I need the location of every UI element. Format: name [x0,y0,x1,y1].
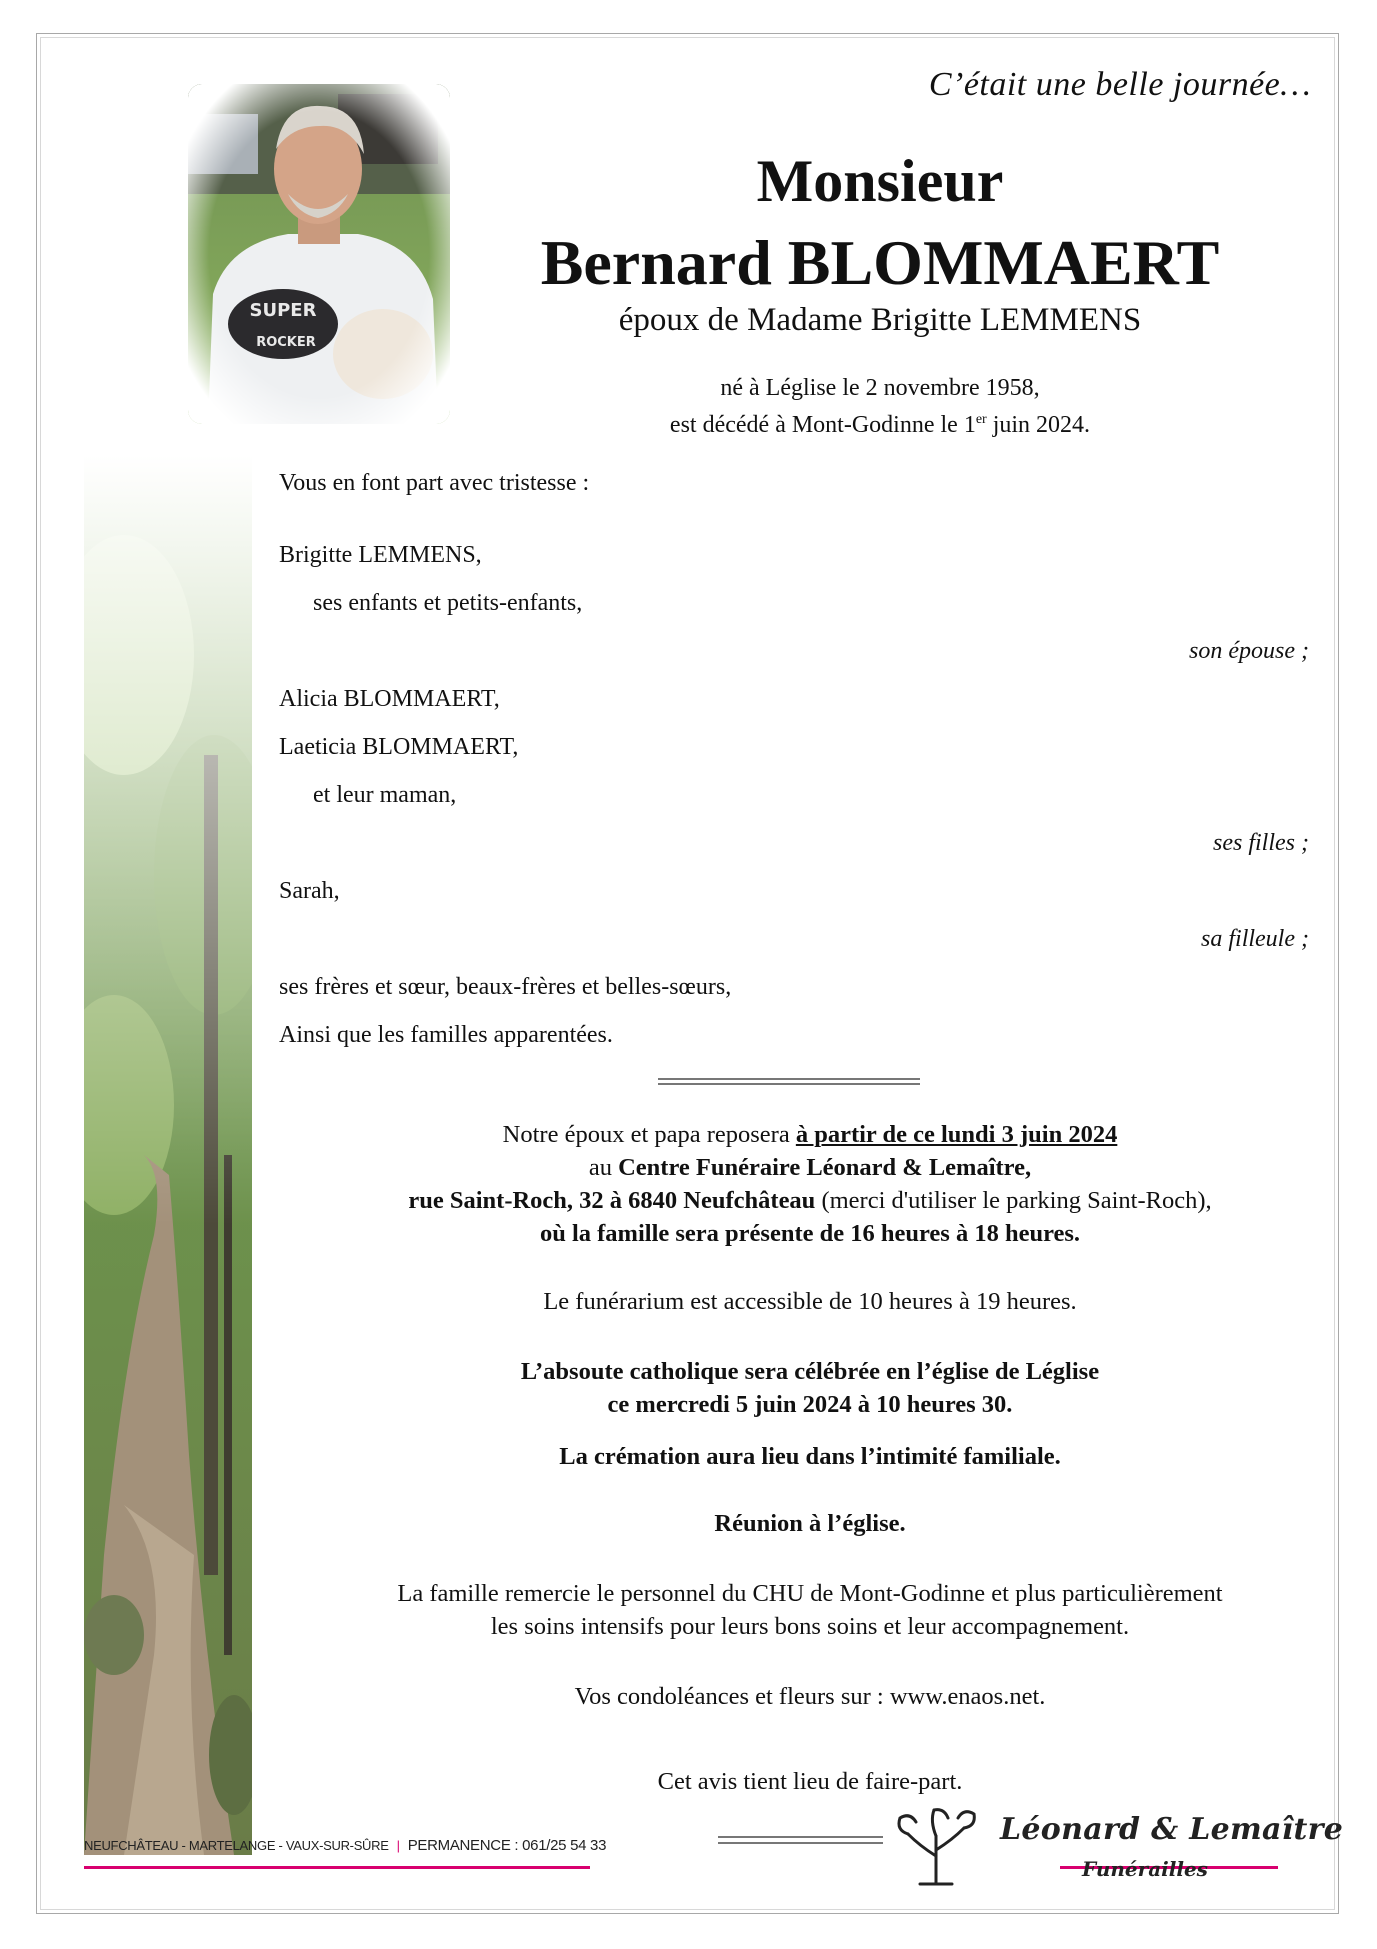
visitation-line-1: Notre époux et papa reposera à partir de ce lundi 3 juin 2024 [502,1121,1118,1148]
cremation-line: La crémation aura lieu dans l’intimité familiale. [559,1443,1061,1470]
footer-locations: NEUFCHÂTEAU - MARTELANGE - VAUX-SUR-SÛRE [84,1838,389,1853]
tree-logo-icon [890,1806,982,1886]
reunion-line: Réunion à l’église. [714,1510,906,1537]
birth-line: né à Léglise le 2 novembre 1958, [720,375,1040,401]
portrait-photo [188,84,450,424]
footer-contact [84,1837,606,1854]
daughters-relation: ses filles ; [1213,830,1309,856]
section-divider [658,1078,920,1085]
visitation-line-2: au Centre Funéraire Léonard & Lemaître, [588,1154,1032,1181]
brand-name: Léonard & Lemaître [1000,1812,1344,1847]
goddaughter-name: Sarah, [279,878,340,904]
ceremony-line-1: L’absoute catholique sera célébrée en l’église de Léglise [520,1358,1100,1385]
mother-line: et leur maman, [313,782,457,808]
thanks-line-1: La famille remercie le personnel du CHU de Mont-Godinne et plus particulièrement [397,1580,1223,1607]
goddaughter-relation: sa filleule ; [1201,926,1309,952]
visitation-line-3: rue Saint-Roch, 32 à 6840 Neufchâteau (merci d'utiliser le parking Saint-Roch), [408,1187,1212,1214]
spouse-children: ses enfants et petits-enfants, [313,590,583,616]
daughter-1: Alicia BLOMMAERT, [279,686,500,712]
spouse-name: Brigitte LEMMENS, [279,542,482,568]
brand-subtitle: Funérailles [1082,1857,1208,1881]
notice-line: Cet avis tient lieu de faire-part. [657,1768,963,1795]
title-line-2: Bernard BLOMMAERT [540,227,1220,298]
thanks-line-2: les soins intensifs pour leurs bons soins et leur accompagnement. [490,1613,1130,1640]
footer-pink-line-left [84,1866,590,1869]
intro-line: Vous en font part avec tristesse : [279,470,590,496]
funerarium-hours: Le funérarium est accessible de 10 heures à 19 heures. [543,1288,1077,1315]
relatives-line: Ainsi que les familles apparentées. [279,1022,613,1048]
title-line-1: Monsieur [756,148,1004,214]
siblings-line: ses frères et sœur, beaux-frères et belles-sœurs, [279,974,732,1000]
daughter-2: Laeticia BLOMMAERT, [279,734,519,760]
motto: C’était une belle journée… [928,66,1311,103]
spouse-line: époux de Madame Brigitte LEMMENS [618,302,1142,338]
visitation-line-4: où la famille sera présente de 16 heures à 18 heures. [539,1220,1081,1247]
footer-separator: | [396,1838,400,1853]
footer-permanence: PERMANENCE : 061/25 54 33 [407,1837,607,1854]
ceremony-line-2: ce mercredi 5 juin 2024 à 10 heures 30. [607,1391,1013,1418]
footer-grey-lines [718,1836,883,1844]
spouse-relation: son épouse ; [1189,638,1309,664]
forest-path-image [84,455,252,1855]
condolences-line: Vos condoléances et fleurs sur : www.enaos.net. [574,1683,1046,1710]
death-line: est décédé à Mont-Godinne le 1er juin 2024. [669,412,1091,438]
